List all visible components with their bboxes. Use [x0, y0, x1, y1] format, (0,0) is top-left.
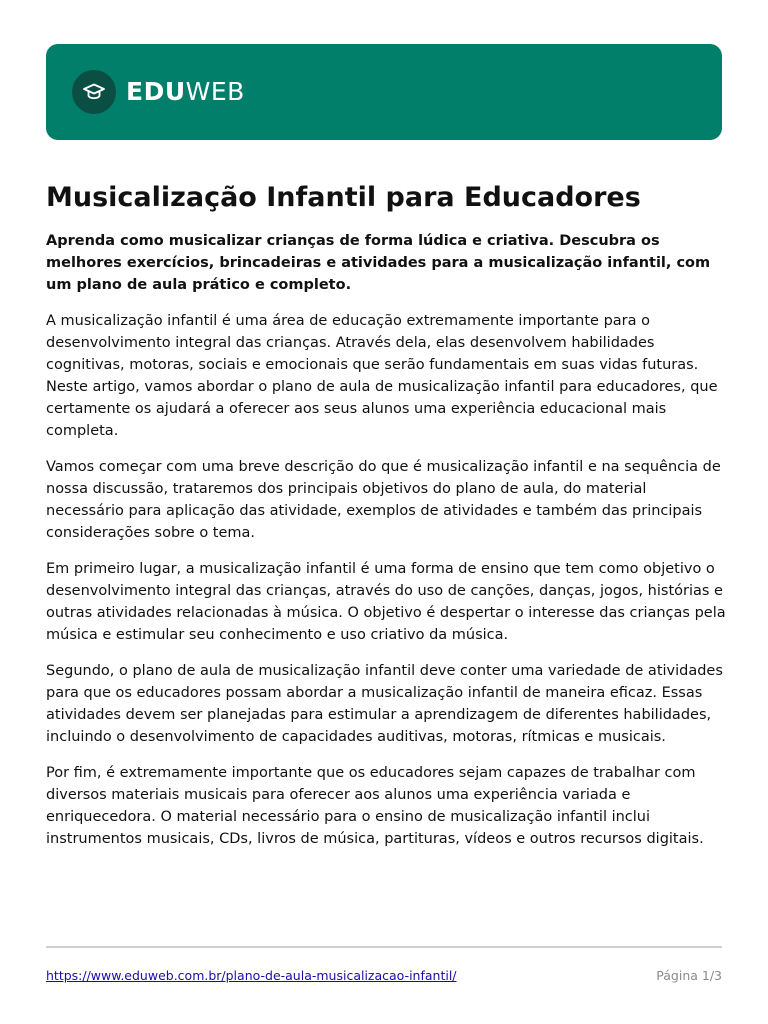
footer-divider [46, 946, 722, 948]
brand-bold: EDU [126, 77, 186, 106]
body-paragraph-2: Vamos começar com uma breve descrição do que é musicalização infantil e na sequência de nossa discussão, trataremos dos principais objetivos do plano de aula, do material necessário para aplicação das atividade, exemplos de atividades e também das principais considerações sobre o tema. [46, 459, 721, 541]
header-banner [46, 44, 722, 140]
body-paragraph-5: Por fim, é extremamente importante que os educadores sejam capazes de trabalhar com diversos materiais musicais para oferecer aos alunos uma experiência variada e enriquecedora. O material necessário para o ensino de musicalização infantil inclui instrumentos musicais, CDs, livros de música, partituras, vídeos e outros recursos digitais. [46, 765, 704, 847]
page-title: Musicalização Infantil para Educadores [46, 182, 641, 213]
brand-logo[interactable] [126, 74, 245, 110]
article [46, 178, 726, 850]
body-paragraph-4: Segundo, o plano de aula de musicalização infantil deve conter uma variedade de atividades para que os educadores possam abordar a musicalização infantil de maneira eficaz. Essas atividades devem ser planejadas para estimular a aprendizagem de diferentes habilidades, incluindo o desenvolvimento de capacidades auditivas, motoras, rítmicas e musicais. [46, 663, 723, 745]
page-number: Página 1/3 [656, 968, 722, 983]
body-paragraph-1: A musicalização infantil é uma área de educação extremamente importante para o desenvolvimento integral das crianças. Através dela, elas desenvolvem habilidades cognitivas, motoras, sociais e emocionais que serão fundamentais em suas vidas futuras. Neste artigo, vamos abordar o plano de aula de musicalização infantil para educadores, que certamente os ajudará a oferecer aos seus alunos uma experiência educacional mais completa. [46, 313, 718, 439]
source-url-link[interactable]: https://www.eduweb.com.br/plano-de-aula-musicalizacao-infantil/ [46, 968, 457, 983]
lead-paragraph: Aprenda como musicalizar crianças de forma lúdica e criativa. Descubra os melhores exercícios, brincadeiras e atividades para a musicalização infantil, com um plano de aula prático e completo. [46, 233, 711, 293]
graduation-cap-icon [82, 80, 106, 104]
body-paragraph-3: Em primeiro lugar, a musicalização infantil é uma forma de ensino que tem como objetivo o desenvolvimento integral das crianças, através do uso de canções, danças, jogos, histórias e outras atividades relacionadas à música. O objetivo é despertar o interesse das crianças pela música e estimular seu conhecimento e uso criativo da música. [46, 561, 726, 643]
logo-badge[interactable] [72, 70, 116, 114]
brand-light: WEB [185, 77, 245, 106]
